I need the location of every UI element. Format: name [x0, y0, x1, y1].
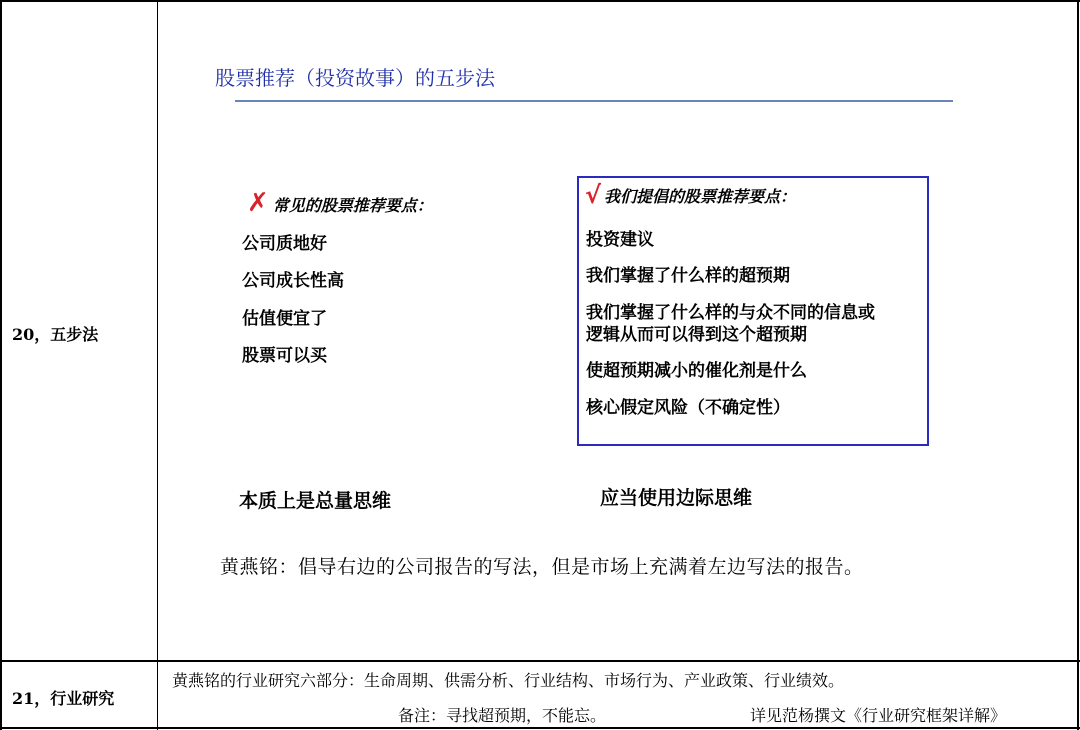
- left-heading: [247, 190, 433, 216]
- right-heading-text: 我们提倡的股票推荐要点：: [604, 187, 797, 206]
- table-border-bottom: [0, 727, 1080, 729]
- right-item: 我们掌握了什么样的超预期: [586, 266, 790, 286]
- table-border-right: [1077, 0, 1079, 730]
- industry-research-parts: 黄燕铭的行业研究六部分：生命周期、供需分析、行业结构、市场行为、产业政策、行业绩效。: [172, 671, 845, 690]
- remark-text: 备注：寻找超预期，不能忘。: [398, 706, 607, 725]
- table-column-divider: [157, 0, 158, 730]
- left-item: 股票可以买: [242, 346, 327, 366]
- author-note: 黄燕铭：倡导右边的公司报告的写法，但是市场上充满着左边写法的报告。: [220, 556, 864, 578]
- table-border-left: [0, 0, 2, 730]
- left-item: 估值便宜了: [242, 309, 327, 329]
- right-summary: 应当使用边际思维: [600, 487, 753, 509]
- right-item: 使超预期减小的催化剂是什么: [586, 361, 807, 381]
- right-heading: [585, 183, 796, 207]
- table-row-divider: [0, 660, 1080, 662]
- right-item: 核心假定风险（不确定性）: [586, 398, 790, 418]
- cross-icon: ✗: [247, 188, 269, 218]
- check-icon: √: [585, 181, 602, 209]
- left-item: 公司成长性高: [242, 271, 344, 291]
- table-border-top: [0, 0, 1080, 2]
- row-label-industry-research: 21，行业研究: [12, 689, 115, 708]
- right-item: 投资建议: [586, 230, 654, 250]
- right-item: 我们掌握了什么样的与众不同的信息或: [586, 303, 875, 323]
- reference-text: 详见范杨撰文《行业研究框架详解》: [750, 706, 1007, 725]
- right-item: 逻辑从而可以得到这个超预期: [586, 325, 807, 345]
- title-rule: [235, 100, 953, 102]
- left-summary: 本质上是总量思维: [239, 490, 392, 512]
- left-item: 公司质地好: [242, 234, 327, 254]
- left-heading-text: 常见的股票推荐要点：: [272, 196, 433, 215]
- row-label-five-steps: 20，五步法: [12, 325, 99, 344]
- slide-title: 股票推荐（投资故事）的五步法: [215, 66, 495, 90]
